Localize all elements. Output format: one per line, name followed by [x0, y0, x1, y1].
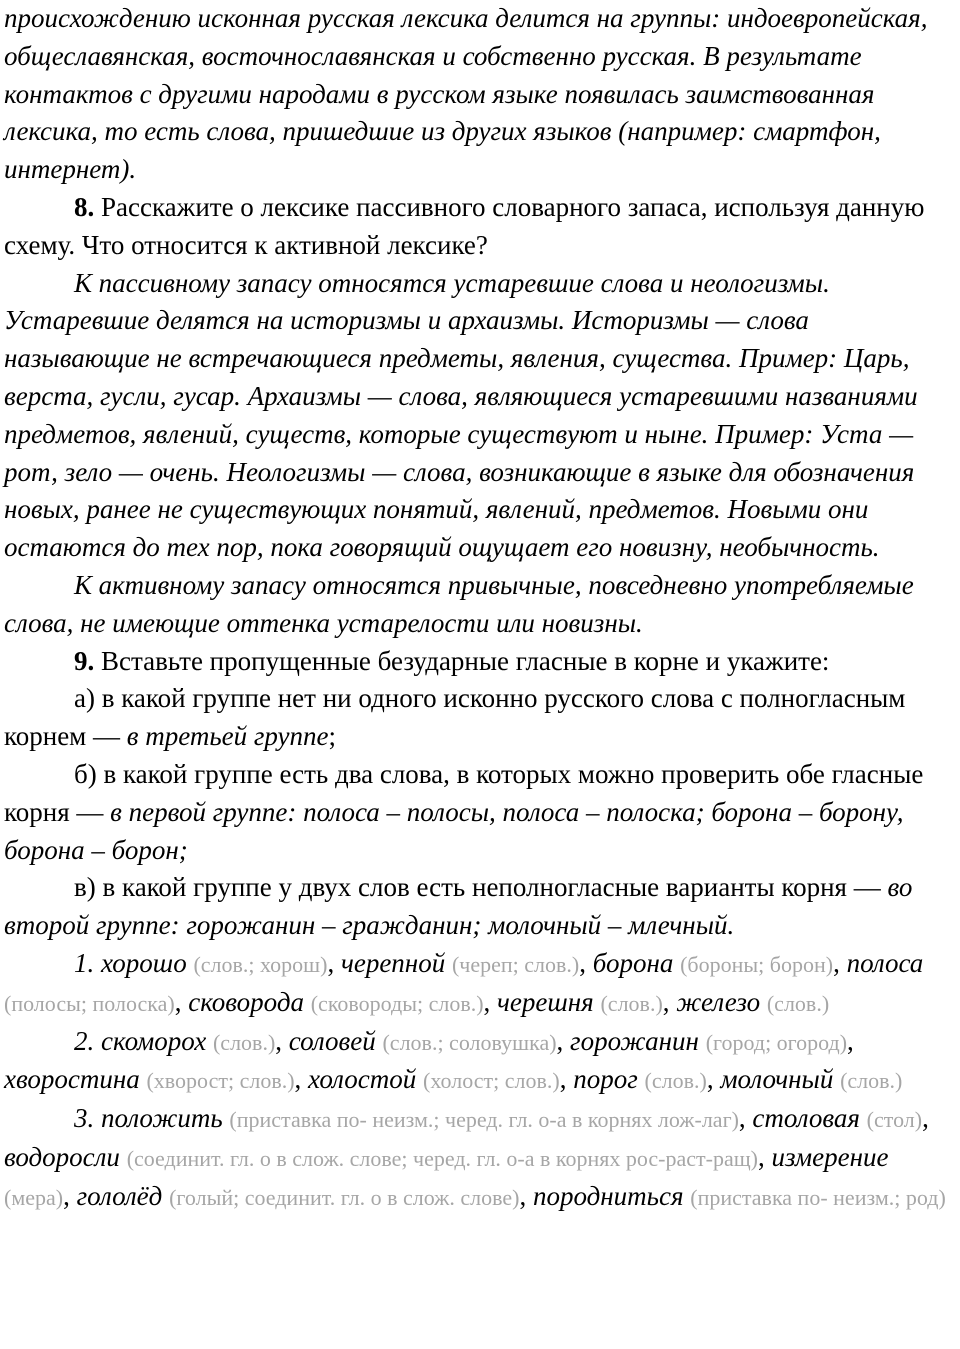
task-9-item-c	[4, 869, 956, 945]
example-note: (слов.)	[766, 990, 830, 1016]
example-word: хворостина	[4, 1064, 140, 1095]
example-word: борона	[592, 947, 674, 978]
example-note: (сковороды; слов.)	[310, 990, 484, 1016]
example-note: (приставка по- неизм.; черед. гл. о-а в корнях лож-лаг)	[229, 1107, 739, 1133]
example-word: столовая	[752, 1103, 860, 1134]
separator: ,	[706, 1064, 721, 1095]
example-note: (хворост; слов.)	[146, 1068, 295, 1094]
example-note: (мера)	[4, 1184, 64, 1210]
separator: ,	[833, 947, 847, 978]
example-note: (слов.)	[840, 1068, 903, 1094]
example-word: положить	[101, 1103, 223, 1134]
intro-paragraph: происхождению исконная русская лексика делится на группы: индоевропейская, общеславянская, восточнославянская и собственно русская. В результате контактов с другими народами в русском языке появилась заимствованная лексика, то есть слова, пришедшие из других языков (например: смартфон, интернет).	[4, 3, 928, 185]
task-8-answer-active: К активному запасу относятся привычные, повседневно употребляемые слова, не имеющие оттенка устарелости или новизны.	[4, 569, 914, 638]
separator: ,	[275, 1025, 289, 1056]
example-word: скоморох	[101, 1025, 207, 1056]
task-8-question-text: Расскажите о лексике пассивного словарного запаса, используя данную схему. Что относится к активной лексике?	[4, 191, 925, 260]
task-9-item-a	[4, 680, 956, 756]
example-note: (слов.; хорош)	[193, 951, 328, 977]
example-word: гололёд	[76, 1180, 163, 1211]
separator: ,	[559, 1064, 574, 1095]
task-9-question	[4, 643, 956, 681]
example-word: железо	[676, 986, 761, 1017]
example-note: (бороны; борон)	[680, 951, 834, 977]
task-9-a-end: ;	[328, 721, 337, 752]
task-9-a-text: а) в какой группе нет ни одного исконно русского слова с полногласным корнем —	[4, 683, 906, 752]
example-note: (полосы; полоска)	[4, 990, 175, 1016]
separator: ,	[579, 947, 593, 978]
example-note: (город; огород)	[705, 1029, 848, 1055]
example-word: измерение	[771, 1141, 889, 1172]
separator: ,	[483, 986, 498, 1017]
example-word: породниться	[532, 1180, 684, 1211]
example-word: сковорода	[188, 986, 304, 1017]
separator: ,	[847, 1025, 854, 1056]
separator: ,	[327, 947, 341, 978]
example-word: черепной	[340, 947, 446, 978]
word-group-3	[4, 1100, 956, 1216]
example-note: (слов.)	[600, 990, 663, 1016]
separator: ,	[174, 986, 189, 1017]
example-note: (стол)	[866, 1107, 923, 1133]
example-word: полоса	[846, 947, 924, 978]
group-1-label: 1.	[74, 947, 95, 978]
example-word: горожанин	[570, 1025, 699, 1056]
example-word: соловей	[288, 1025, 376, 1056]
task-8-question	[4, 189, 956, 265]
task-9-number: 9.	[74, 645, 95, 676]
task-9-b-answer: в первой группе: полоса – полосы, полоса – полоска; борона – борону, борона – борон;	[4, 796, 904, 865]
example-note: (приставка по- неизм.; род)	[690, 1184, 946, 1210]
task-9-item-b	[4, 756, 956, 869]
example-word: порог	[573, 1064, 638, 1095]
task-9-c-text: в) в какой группе у двух слов есть неполногласные варианты корня —	[74, 872, 888, 903]
group-2-label: 2.	[74, 1025, 95, 1056]
example-note: (слов.; соловушка)	[382, 1029, 557, 1055]
separator: ,	[294, 1064, 309, 1095]
word-group-2	[4, 1023, 956, 1101]
task-9-a-answer: в третьей группе	[126, 721, 329, 752]
example-note: (слов.)	[212, 1029, 276, 1055]
example-word: холостой	[308, 1064, 417, 1095]
group-3-label: 3.	[74, 1103, 95, 1134]
separator: ,	[758, 1141, 772, 1172]
example-word: хорошо	[101, 947, 187, 978]
example-note: (слов.)	[644, 1068, 707, 1094]
task-9-c-answer: во второй группе: горожанин – гражданин; молочный – млечный.	[4, 872, 913, 941]
example-word: водоросли	[4, 1141, 120, 1172]
example-note: (череп; слов.)	[451, 951, 580, 977]
example-word: черешня	[497, 986, 594, 1017]
example-note: (холост; слов.)	[423, 1068, 560, 1094]
task-9-b-text: б) в какой группе есть два слова, в которых можно проверить обе гласные корня —	[4, 758, 924, 827]
separator: ,	[662, 986, 677, 1017]
separator: ,	[922, 1103, 929, 1134]
separator: ,	[63, 1180, 77, 1211]
separator: ,	[738, 1103, 753, 1134]
task-8-answer-passive: К пассивному запасу относятся устаревшие слова и неологизмы. Устаревшие делятся на историзмы и архаизмы. Историзмы — слова называющие не встречающиеся предметы, явления, существа. Пример: Царь, верста, гусли, гусар. Архаизмы — слова, являющиеся устаревшими названиями предметов, явлений, существ, которые существуют и ныне. Пример: Уста — рот, зело — очень. Неологизмы — слова, возникающие в языке для обозначения новых, ранее не существующих понятий, явлений, предметов. Новыми они остаются до тех пор, пока говорящий ощущает его новизну, необычность.	[4, 267, 918, 563]
separator: ,	[519, 1180, 533, 1211]
word-group-1	[4, 945, 956, 1023]
separator: ,	[556, 1025, 571, 1056]
example-note: (соединит. гл. о в слож. слове; черед. гл. о-а в корнях рос-раст-ращ)	[126, 1145, 759, 1171]
task-8-number: 8.	[74, 191, 95, 222]
example-note: (голый; соединит. гл. о в слож. слове)	[169, 1184, 520, 1210]
task-9-question-text: Вставьте пропущенные безударные гласные в корне и укажите:	[94, 645, 830, 676]
example-word: молочный	[720, 1064, 834, 1095]
